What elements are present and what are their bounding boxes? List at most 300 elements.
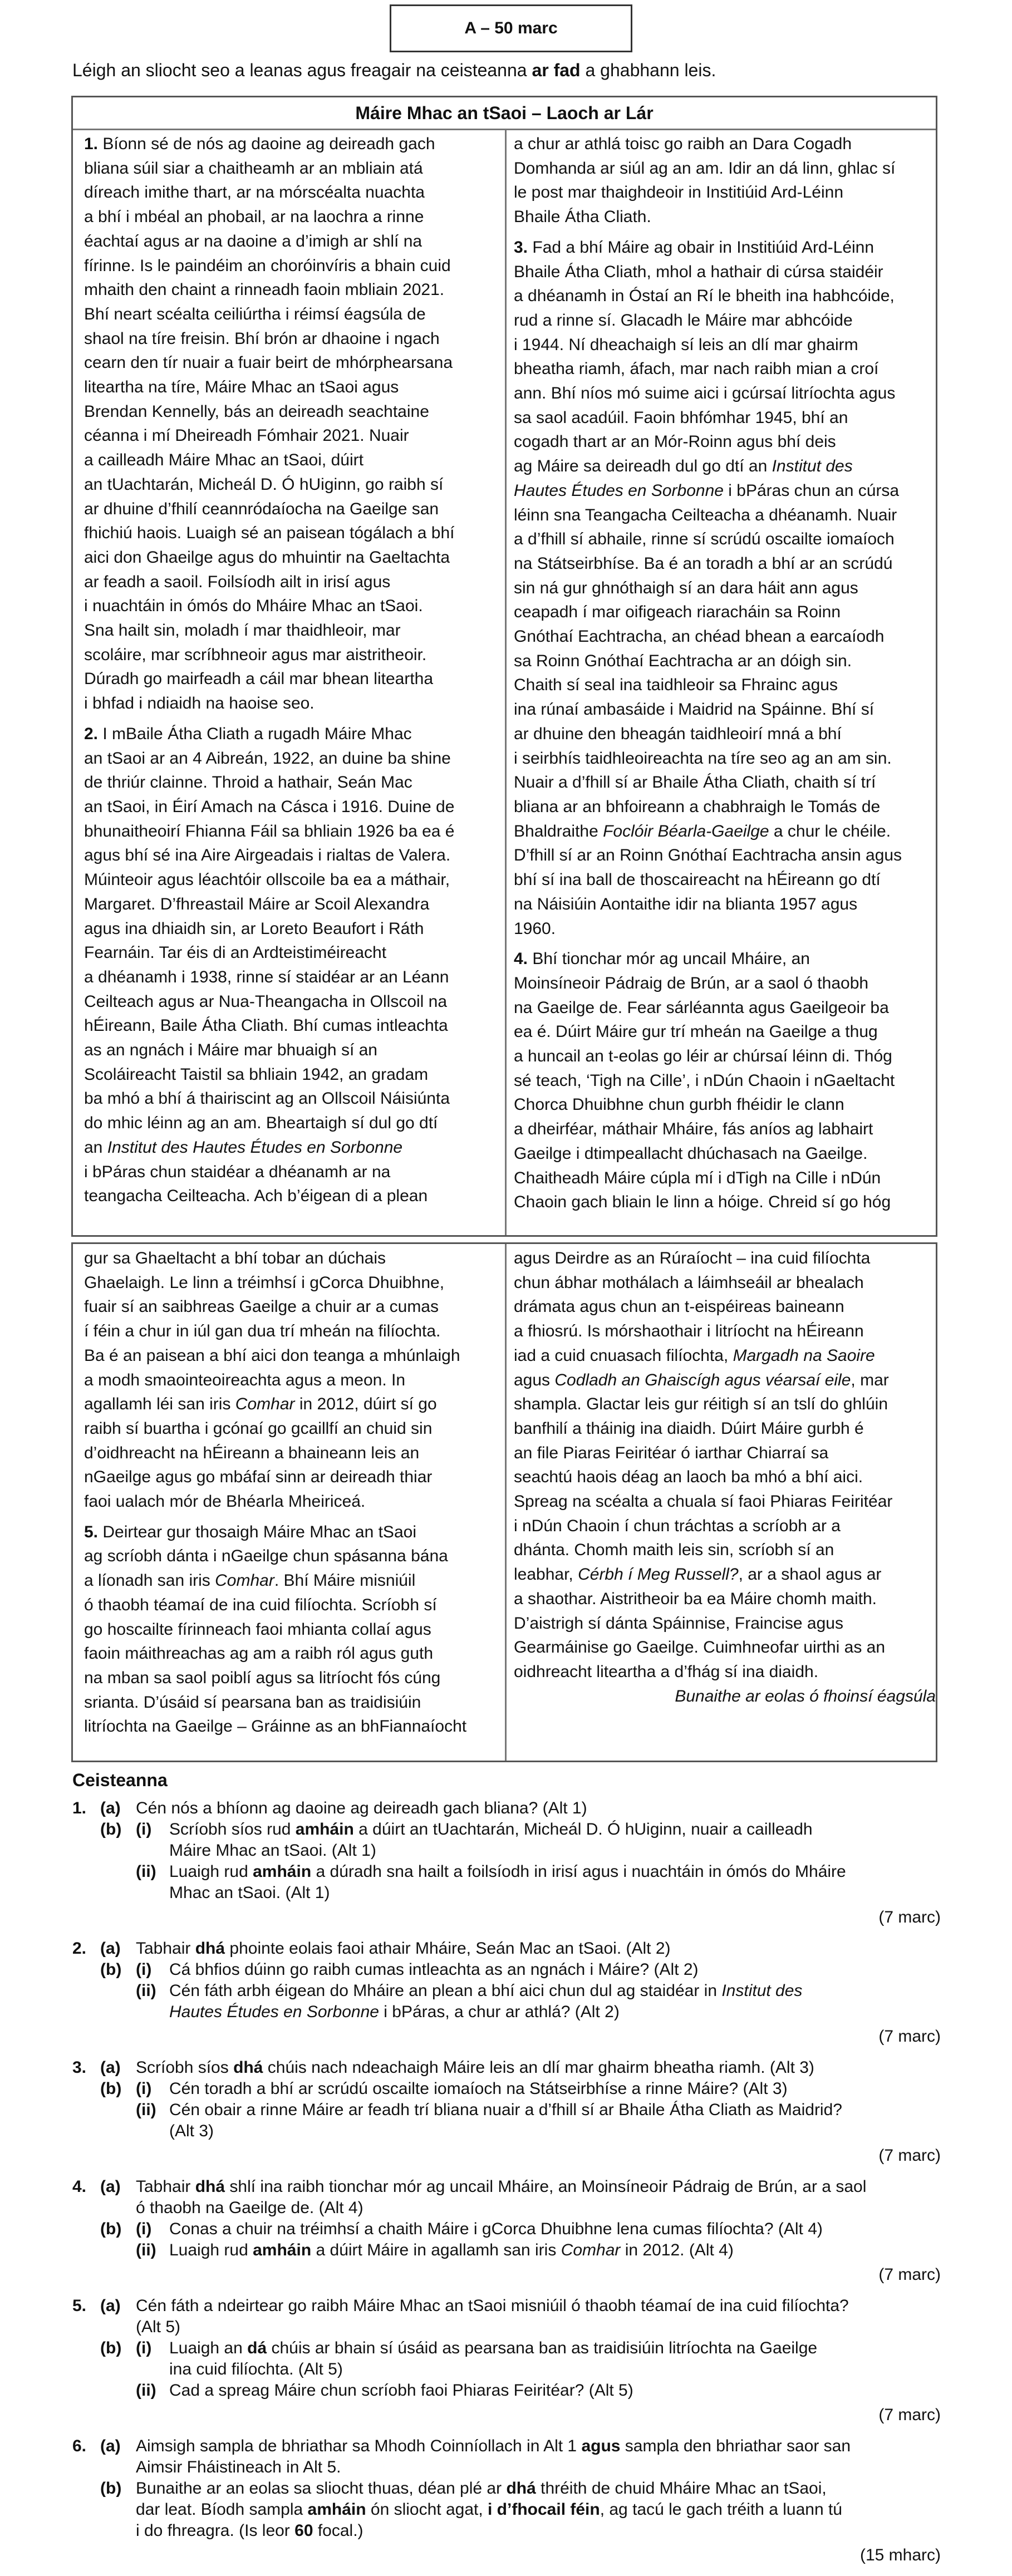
bold-keyword: amháin (307, 2500, 366, 2519)
question-line (72, 2295, 941, 2317)
passage-line (514, 552, 902, 576)
question-text (136, 2457, 941, 2478)
passage-line (514, 333, 902, 357)
text-run: ann. Bhí níos mó suime aici i gcúrsaí litríochta agus (514, 384, 896, 403)
text-run: Brendan Kennelly, bás an deireadh seachtaine (84, 402, 429, 421)
passage-line (514, 1166, 902, 1191)
question-number (72, 2380, 100, 2401)
passage-line (84, 643, 455, 667)
text-run: raibh sí buartha i gcónaí go gcaillfí an chuid sin (84, 1419, 433, 1438)
question-number (72, 2317, 100, 2338)
passage-line (84, 180, 455, 205)
text-run: Luaigh rud (169, 1862, 253, 1881)
question-line (72, 2121, 941, 2142)
question-part-label (100, 2240, 136, 2261)
text-run: a chur le chéile. (769, 822, 891, 840)
text-run: éachtaí agus ar na daoine a d’imigh ar shlí na (84, 232, 423, 250)
passage-title-divider (73, 129, 936, 130)
passage-line (514, 697, 902, 722)
passage-line (514, 1142, 902, 1166)
text-run: i bPáras chun an cúrsa (723, 481, 900, 500)
text-run: Cén fáth a ndeirtear go raibh Máire Mhac an tSaoi misniúil ó thaobh téamaí de ina cuid filíochta? (136, 2297, 849, 2315)
passage-line (514, 180, 902, 205)
text-run: agallamh léi san iris (84, 1395, 235, 1414)
passage-line (514, 843, 902, 868)
text-run: a dhéanamh i 1938, rinne sí staidéar ar an Léann (84, 967, 449, 986)
italic-title: Institut des Hautes Études en Sorbonne (107, 1138, 403, 1157)
question-number (72, 1819, 100, 1840)
instructions-part-1: Léigh an sliocht seo a leanas agus freagair na ceisteanna (72, 60, 532, 80)
text-run: ag Máire sa deireadh dul go dtí an (514, 457, 772, 476)
question-block (72, 2176, 941, 2285)
passage-line (84, 254, 455, 278)
text-run: bliana súil siar a chaitheamh ar an mbliain atá (84, 159, 423, 178)
text-run: Ghaelaigh. Le linn a tréimhsí i gCorca Dhuibhne, (84, 1273, 445, 1292)
text-run: i 1944. Ní dheachaigh sí leis an dlí mar ghairm (514, 335, 858, 354)
text-run: Gnóthaí Eachtracha, an chéad bhean a earcaíodh (514, 627, 885, 646)
passage-line (514, 527, 902, 552)
text-run: de thriúr clainne. Throid a hathair, Seán Mac (84, 773, 412, 792)
question-text (136, 2317, 941, 2338)
question-subpart-label: (i) (136, 2080, 152, 2098)
question-line (72, 2198, 941, 2219)
passage-line (514, 235, 902, 260)
passage-column-2 (514, 132, 902, 1215)
text-run: sé teach, ‘Tigh na Cille’, i nDún Chaoin i nGaeltacht (514, 1071, 895, 1090)
text-run: Cén fáth arbh éigean do Mháire an plean a bhí aici chun dul ag staidéar in (169, 1982, 722, 2000)
question-number (72, 2478, 100, 2499)
passage-line (514, 625, 902, 649)
passage-line (514, 132, 902, 156)
text-run: (Alt 5) (136, 2318, 181, 2336)
passage-line (84, 1666, 466, 1690)
text-run: do mhic léinn ag an am. Bheartaigh sí dul go dtí (84, 1114, 438, 1133)
passage-line (84, 448, 455, 473)
question-number (72, 2121, 100, 2142)
question-line (72, 2436, 941, 2457)
passage-line (84, 156, 455, 181)
question-line (72, 1840, 941, 1861)
question-part-label (100, 1861, 136, 1882)
question-subpart-label: (ii) (136, 1982, 156, 2000)
passage-line (514, 1020, 902, 1044)
passage-line (514, 284, 902, 308)
passage-line (514, 947, 902, 971)
text-run: D’aistrigh sí dánta Spáinnise, Fraincise agus (514, 1614, 843, 1633)
text-run: , mar (851, 1370, 889, 1389)
question-number (72, 2457, 100, 2478)
text-run: Cén obair a rinne Máire ar feadh trí bliana nuair a d’fhill sí ar Bhaile Átha Cliath as Maidrid? (169, 2101, 842, 2119)
text-run: liteartha na tíre, Máire Mhac an tSaoi agus (84, 378, 399, 397)
text-run: Scríobh síos rud (169, 1820, 296, 1838)
question-text (169, 1861, 941, 1882)
text-run: gur sa Ghaeltacht a bhí tobar an dúchais (84, 1249, 386, 1267)
question-line (72, 2359, 941, 2380)
passage-line (514, 260, 902, 284)
question-text (169, 2219, 941, 2240)
passage-line (514, 1271, 936, 1295)
text-run: a dhéanamh in Óstaí an Rí le bheith ina habhcóide, (514, 287, 895, 306)
text-run: . Bhí Máire misniúil (274, 1571, 416, 1590)
question-text (169, 1840, 941, 1861)
italic-title: Comhar (215, 1571, 274, 1590)
italic-title: Margadh na Saoire (733, 1346, 875, 1365)
passage-line (514, 308, 902, 333)
paragraph-number: 1. (84, 135, 99, 153)
text-run: chúis nach ndeachaigh Máire leis an dlí mar ghairm bheatha riamh. (Alt 3) (263, 2058, 814, 2077)
question-line (72, 2457, 941, 2478)
text-run: a cailleadh Máire Mhac an tSaoi, dúirt (84, 451, 363, 470)
text-run: i nDún Chaoin í chun tráchtas a scríobh ar a (514, 1516, 841, 1535)
question-subpart-label: (i) (136, 2339, 152, 2357)
text-run: na Státseirbhíse. Ba é an toradh a bhí ar an scrúdú (514, 554, 893, 573)
passage-line (514, 503, 902, 528)
passage-line (514, 1093, 902, 1117)
bold-keyword: dhá (233, 2058, 263, 2077)
passage-line (514, 917, 902, 941)
text-run: scoláire, mar scríbhneoir agus mar aistritheoir. (84, 645, 427, 664)
italic-title: Comhar (235, 1395, 295, 1414)
passage-line (84, 1063, 455, 1087)
passage-line (84, 1520, 466, 1545)
question-text (169, 1980, 941, 2002)
text-run: an (84, 1138, 107, 1157)
question-subpart-label (136, 2359, 169, 2380)
passage-line (84, 892, 455, 917)
text-run: a shaothar. Aistritheoir ba ea Máire chomh maith. (514, 1589, 877, 1608)
instructions-emphasis: ar fad (532, 60, 581, 80)
text-run: Chaoin gach bliain le linn a hóige. Chreid sí go hóg (514, 1193, 891, 1212)
text-run: focal.) (313, 2521, 363, 2540)
question-text (169, 2240, 941, 2261)
text-run: Gearmáinise go Gaeilge. Cuimhneofar uirthi as an (514, 1638, 886, 1657)
text-run: chun ábhar mothálach a láimhseáil ar bhealach (514, 1273, 864, 1292)
passage-line (84, 1569, 466, 1593)
text-run: í féin a chur in iúl gan dua trí mheán na filíochta. (84, 1322, 441, 1341)
passage-line (514, 357, 902, 381)
text-run: teangacha Ceilteacha. Ach b’éigean di a plean (84, 1187, 428, 1206)
passage-line (84, 473, 455, 497)
text-run: ó thaobh na Gaeilge de. (Alt 4) (136, 2199, 363, 2217)
text-run: Cad a spreag Máire chun scríobh faoi Phiaras Feiritéar? (Alt 5) (169, 2381, 633, 2400)
question-line (72, 2100, 941, 2121)
passage-line (514, 1660, 936, 1684)
question-number (72, 2198, 100, 2219)
passage-line (84, 722, 455, 746)
passage-line (514, 381, 902, 406)
column-divider (505, 129, 507, 1235)
question-part-label (100, 2380, 136, 2401)
bold-keyword: dá (247, 2339, 267, 2357)
bold-keyword: 60 (294, 2521, 313, 2540)
question-number (72, 1861, 100, 1882)
text-run: in 2012, dúirt sí go (294, 1395, 437, 1414)
passage-line (514, 1441, 936, 1466)
text-run: ba mhó a bhí á thairiscint ag an Ollscoil Náisiúnta (84, 1089, 450, 1108)
question-line (72, 2338, 941, 2359)
questions-heading: Ceisteanna (72, 1770, 168, 1790)
passage-line (514, 795, 902, 819)
text-run: as an ngnách i Máire mar bhuaigh sí an (84, 1041, 377, 1060)
text-run: shlí ina raibh tionchar mór ag uncail Mháire, an Moinsíneoir Pádraig de Brún, ar a saol (225, 2177, 867, 2196)
text-run: shampla. Glactar leis gur réitigh sí an tslí do ghlúin (514, 1395, 888, 1414)
passage-line (84, 1593, 466, 1618)
passage-line (84, 1641, 466, 1666)
passage-line (514, 1295, 936, 1319)
text-run: (Alt 3) (169, 2122, 214, 2140)
text-run: sa Roinn Gnóthaí Eachtracha ar an dóigh sin. (514, 651, 852, 670)
question-text (169, 2338, 941, 2359)
question-line (72, 2078, 941, 2100)
passage-line (84, 667, 455, 691)
text-run: Chorca Dhuibhne chun gurbh fhéidir le clann (514, 1095, 844, 1114)
passage-line (84, 1295, 466, 1319)
question-number: 3. (72, 2058, 87, 2077)
section-title-box (390, 4, 632, 52)
passage-line (84, 229, 455, 254)
text-run: Máire Mhac an tSaoi. (Alt 1) (169, 1841, 376, 1860)
passage-line (84, 1714, 466, 1739)
passage-line (514, 722, 902, 746)
passage-line (84, 424, 455, 448)
passage-box-top (71, 96, 937, 1237)
text-run: a dúradh sna hailt a foilsíodh in irisí agus i nuachtáin in ómós do Mháire (311, 1862, 846, 1881)
question-subpart-label: (ii) (136, 1862, 156, 1881)
passage-line (84, 795, 455, 819)
text-run: i bPáras chun staidéar a dhéanamh ar na (84, 1162, 391, 1181)
passage-line (84, 1319, 466, 1344)
passage-line (84, 570, 455, 594)
passage-line (84, 1271, 466, 1295)
passage-line (514, 576, 902, 601)
text-run: a dúirt an tUachtarán, Micheál D. Ó hUiginn, nuair a cailleadh (353, 1820, 813, 1838)
text-run: léinn sna Teangacha Ceilteacha a dhéanamh. Nuair (514, 505, 897, 524)
paragraph-gap (514, 229, 902, 235)
passage-line (514, 1538, 936, 1562)
paragraph-gap (514, 941, 902, 947)
question-subpart-label (136, 2002, 169, 2023)
text-run: sampla den bhriathar saor san (620, 2437, 851, 2455)
text-run: bhí sí ina ball de thoscaireacht na hÉireann go dtí (514, 871, 881, 889)
question-subpart-label: (i) (136, 1820, 152, 1838)
question-text (136, 1938, 941, 1959)
passage-line (514, 1587, 936, 1611)
question-subpart-label (136, 1840, 169, 1861)
question-line (72, 1819, 941, 1840)
text-run: ag scríobh dánta i nGaeilge chun spásanna bána (84, 1547, 448, 1566)
question-text (136, 2499, 941, 2520)
question-part-label: (b) (100, 2080, 122, 2098)
passage-line (514, 205, 902, 229)
passage-line (514, 996, 902, 1020)
paragraph-number: 4. (514, 950, 528, 969)
text-run: a d’fhill sí abhaile, rinne sí scrúdú oscailte iomaíoch (514, 530, 895, 549)
text-run: i seirbhís taidhleoireachta na tíre seo ag an am sin. (514, 749, 892, 768)
text-run: agus bhí sé ina Aire Airgeadais i rialtas de Valera. (84, 846, 451, 865)
question-part-label: (a) (100, 2058, 121, 2077)
question-text (136, 2057, 941, 2078)
text-run: Chaitheadh Máire cúpla mí i dTigh na Cille i nDún (514, 1168, 881, 1187)
question-part-label: (b) (100, 2479, 122, 2498)
question-part-label (100, 1882, 136, 1904)
question-text (169, 2359, 941, 2380)
passage-line (514, 454, 902, 479)
text-run: ceapadh í mar oifigeach riaracháin sa Roinn (514, 603, 841, 622)
text-run: Moinsíneoir Pádraig de Brún, ar a saol ó thaobh (514, 974, 869, 992)
passage-line (84, 1087, 455, 1111)
text-run: leabhar, (514, 1565, 578, 1584)
column-divider (505, 1244, 507, 1761)
question-subpart-label: (ii) (136, 2381, 156, 2400)
passage-line (514, 1069, 902, 1093)
question-line (72, 1798, 941, 1819)
question-text (169, 2002, 941, 2023)
question-part-label (100, 2198, 136, 2219)
text-run: a chur ar athlá toisc go raibh an Dara Cogadh (514, 135, 852, 153)
text-run: a modh smaointeoireachta agus a meon. In (84, 1370, 406, 1389)
text-run: dar leat. Bíodh sampla (136, 2500, 308, 2519)
italic-title: Hautes Études en Sorbonne (514, 481, 724, 500)
text-run: a dheirféar, máthair Mháire, fás aníos ag labhairt (514, 1120, 873, 1139)
passage-line (514, 1684, 936, 1709)
instructions-part-2: a ghabhann leis. (580, 60, 716, 80)
passage-line (514, 600, 902, 625)
text-run: a dúirt Máire in agallamh san iris (311, 2241, 561, 2259)
text-run: cogadh thart ar an Mór-Roinn agus bhí deis (514, 432, 836, 451)
question-line (72, 2478, 941, 2499)
text-run: shaol na tíre freisin. Bhí brón ar dhaoine i ngach (84, 329, 440, 348)
question-part-label (100, 2002, 136, 2023)
question-line (72, 2317, 941, 2338)
italic-title: Codladh an Ghaiscígh agus véarsaí eile (554, 1370, 851, 1389)
text-run: Dúradh go mairfeadh a cáil mar bhean liteartha (84, 670, 434, 689)
question-part-label: (a) (100, 2297, 121, 2315)
question-line (72, 2057, 941, 2078)
passage-line (84, 1038, 455, 1063)
text-run: Nuair a d’fhill sí ar Bhaile Átha Cliath, chaith sí trí (514, 773, 876, 792)
text-run: Ceilteach agus ar Nua-Theangacha in Ollscoil na (84, 992, 448, 1011)
text-run: fírinne. Is le paindéim an choróinvíris a bhain cuid (84, 256, 451, 275)
question-subpart-label: (ii) (136, 2241, 156, 2259)
text-run: Margaret. D’fhreastail Máire ar Scoil Alexandra (84, 894, 430, 913)
text-run: go hoscailte fírinneach faoi mhianta collaí agus (84, 1620, 431, 1639)
text-run: faoi ualach mór de Bhéarla Mheiriceá. (84, 1492, 366, 1511)
passage-line (84, 1014, 455, 1038)
passage-line (514, 430, 902, 454)
text-run: chúis ar bhain sí úsáid as pearsana ban as traidisiúin litríochta na Gaeilge (267, 2339, 818, 2357)
question-number (72, 1840, 100, 1861)
question-part-label: (b) (100, 2339, 122, 2357)
passage-line (514, 1514, 936, 1538)
bold-keyword: amháin (253, 1862, 312, 1881)
text-run: i do fhreagra. (Is leor (136, 2521, 295, 2540)
passage-column-4 (514, 1246, 936, 1708)
bold-keyword: dhá (506, 2479, 536, 2498)
question-subpart-label: (i) (136, 2220, 152, 2238)
bold-keyword: agus (581, 2437, 621, 2455)
passage-line (84, 497, 455, 522)
passage-line (84, 132, 455, 156)
text-run: Spreag na scéalta a chuala sí faoi Phiaras Feiritéar (514, 1492, 893, 1511)
passage-line (514, 819, 902, 844)
text-run: Bhí tionchar mór ag uncail Mháire, an (528, 950, 810, 969)
paragraph-number: 3. (514, 238, 528, 257)
question-line (72, 2219, 941, 2240)
text-run: drámata agus chun an t-eispéireas baineann (514, 1297, 844, 1316)
text-run: Fearnáin. Tar éis di an Ardteistiméireacht (84, 943, 387, 962)
text-run: Conas a chuir na tréimhsí a chaith Máire i gCorca Dhuibhne lena cumas filíochta? (Alt 4) (169, 2220, 823, 2238)
text-run: a huncail an t-eolas go léir ar chúrsaí léinn di. Thóg (514, 1047, 892, 1066)
passage-line (84, 375, 455, 400)
question-part-label (100, 2359, 136, 2380)
passage-line (514, 406, 902, 430)
question-number (72, 2078, 100, 2100)
question-part-label: (b) (100, 1820, 122, 1838)
section-title: A – 50 marc (464, 19, 558, 37)
text-run: mhaith den chaint a rinneadh faoin mbliain 2021. (84, 281, 445, 299)
question-block (72, 1938, 941, 2047)
instructions (72, 60, 716, 81)
question-part-label (100, 1980, 136, 2002)
text-run: 1960. (514, 919, 556, 938)
text-run: Bhaile Átha Cliath. (514, 208, 651, 227)
question-line (72, 1882, 941, 1904)
question-line (72, 2520, 941, 2541)
text-run: a líonadh san iris (84, 1571, 215, 1590)
text-run: agus Deirdre as an Rúraíocht – ina cuid filíochta (514, 1249, 871, 1267)
text-run: nGaeilge agus go mbáfaí sinn ar deireadh thiar (84, 1468, 433, 1487)
question-part-label: (b) (100, 2220, 122, 2238)
bold-keyword: amháin (295, 1820, 354, 1838)
text-run: Cén nós a bhíonn ag daoine ag deireadh gach bliana? (Alt 1) (136, 1799, 587, 1817)
question-part-label (100, 2121, 136, 2142)
question-part-label: (a) (100, 2177, 121, 2196)
text-run: banfhilí a tháinig ina diaidh. Dúirt Máire gurbh é (514, 1419, 864, 1438)
text-run: , ar a shaol agus ar (738, 1565, 882, 1584)
text-run: díreach imithe thart, ar na mórscéalta nuachta (84, 183, 425, 202)
text-run: ar dhuine d’fhilí ceannródaíocha na Gaeilge san (84, 499, 439, 518)
question-part-label (100, 2520, 136, 2541)
question-number (72, 2338, 100, 2359)
text-run: na mban sa saol poiblí agus sa litríocht fós cúng (84, 1668, 441, 1687)
passage-line (84, 1368, 466, 1393)
passage-line (84, 1441, 466, 1466)
question-subpart-label: (ii) (136, 2101, 156, 2119)
passage-line (84, 1618, 466, 1642)
text-run: Cén toradh a bhí ar scrúdú oscailte iomaíoch na Státseirbhíse a rinne Máire? (Alt 3) (169, 2080, 788, 2098)
passage-line (84, 400, 455, 424)
passage-line (514, 1489, 936, 1514)
question-part-label (100, 2499, 136, 2520)
text-run: bheatha riamh, áfach, mar nach raibh mian a croí (514, 360, 879, 378)
passage-line (84, 917, 455, 941)
passage-line (514, 479, 902, 503)
text-run: rud a rinne sí. Glacadh le Máire mar abhcóide (514, 311, 853, 330)
italic-title: Foclóir Béarla-Gaeilge (603, 822, 769, 840)
question-part-label (100, 2457, 136, 2478)
passage-line (514, 1465, 936, 1489)
passage-line (84, 746, 455, 771)
passage-line (84, 770, 455, 795)
question-number (72, 1980, 100, 2002)
text-run: seachtú haois déag an laoch ba mhó a bhí aici. (514, 1468, 863, 1487)
text-run: I mBaile Átha Cliath a rugadh Máire Mhac (98, 724, 412, 743)
passage-line (84, 278, 455, 302)
passage-line (84, 545, 455, 570)
question-text (136, 2176, 941, 2198)
marks-label: (7 marc) (878, 1908, 941, 1926)
text-run: a fhiosrú. Is mórshaothair i litríocht na hÉireann (514, 1322, 864, 1341)
